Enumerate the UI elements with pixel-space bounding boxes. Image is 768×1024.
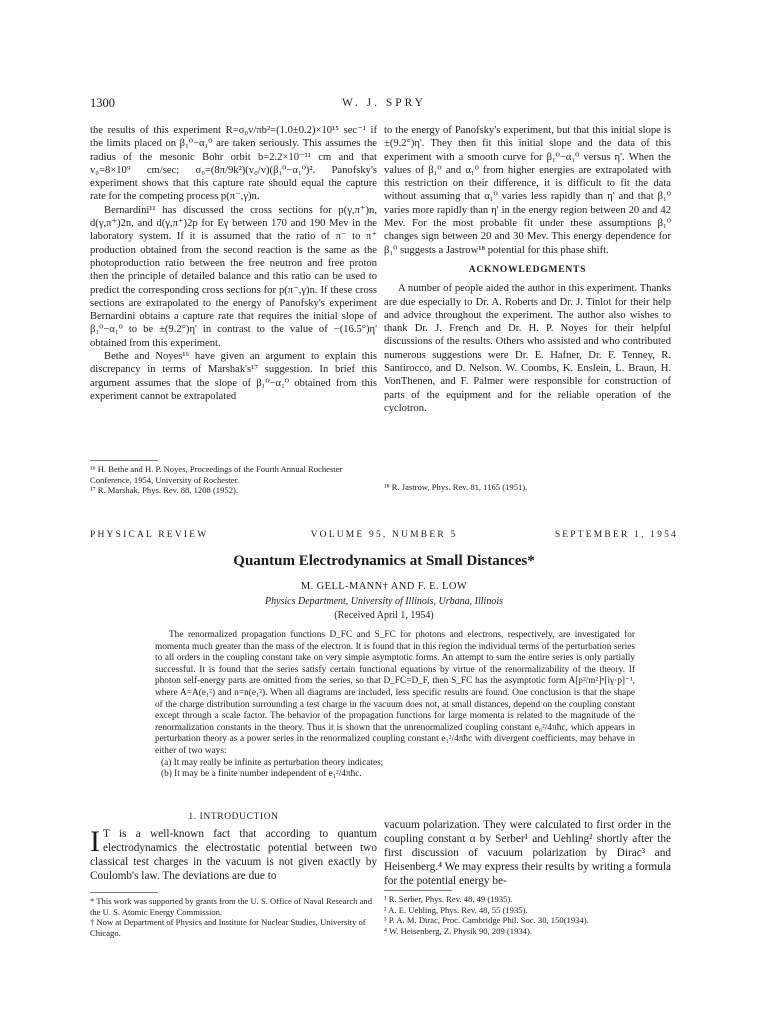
prev-article-footnotes-left xyxy=(90,460,377,496)
received-date: (Received April 1, 1954) xyxy=(334,610,434,621)
footnote-rule xyxy=(90,892,158,893)
acknowledgments-heading: ACKNOWLEDGMENTS xyxy=(468,264,587,275)
article-footnotes-left xyxy=(90,892,377,938)
footnote: ³ P. A. M. Dirac, Proc. Cambridge Phil. Soc. 30, 150(1934). xyxy=(384,915,589,926)
running-header xyxy=(90,96,678,112)
journal-name: PHYSICAL REVIEW xyxy=(90,530,209,540)
article-footnotes-right xyxy=(384,890,671,936)
intro-paragraph-left xyxy=(90,827,377,883)
prev-article-left-column xyxy=(90,124,377,403)
intro-left-column xyxy=(90,812,377,883)
footnote: * This work was supported by grants from the U. S. Office of Naval Research and the U. S. Atomic Energy Commission. xyxy=(90,896,373,917)
journal-date: SEPTEMBER 1, 1954 xyxy=(554,530,678,540)
footnote-rule xyxy=(90,460,158,461)
footnote: ¹⁷ R. Marshak, Phys. Rev. 88, 1208 (1952). xyxy=(90,485,238,496)
page-number: 1300 xyxy=(90,96,115,110)
journal-line xyxy=(90,530,678,544)
paragraph: to the energy of Panofsky's experiment, but that this initial slope is ±(9.2°)η'. They then fit this initial slope and the data of this experiment with a smooth curve for β₁⁰−α₁⁰ versus η'. When the values of β₁⁰ and α₁⁰ from higher energies are extrapolated with this restriction on their difference, it is difficult to fit the data without assuming that α₁⁰ varies less rapidly than η' and that β₁⁰ varies more rapidly than η' in the energy region between 20 and 42 Mev. For the most probable fit under these assumptions β₁⁰ changes sign between 20 and 30 Mev. This energy dependence for β₁⁰ suggests a Jastrow¹⁸ potential for this phase shift. xyxy=(384,125,671,256)
intro-text: T is a well-known fact that according to quantum electrodynamics the electrostatic potential between two classical test charges in the vacuum is not given exactly by Coulomb's law. The deviations are due to xyxy=(90,828,377,882)
acknowledgments-paragraph: A number of people aided the author in this experiment. Thanks are due especially to Dr. A. Roberts and Dr. J. Tinlot for their help and advice throughout the experiment. The author also wishes to thank Dr. J. French and Dr. H. P. Noyes for their helpful discussions of the results. Others who assisted and who contributed numerous suggestions were Dr. E. Hafner, Dr. F. Tenney, R. Santirocco, and D. Nelson. W. Coombs, K. Enslein, L. Braun, H. VonThenen, and F. Palmer were responsible for construction of parts of the equipment and for the reliable operation of the cyclotron. xyxy=(384,283,671,414)
footnote: ¹ R. Serber, Phys. Rev. 48, 49 (1935). xyxy=(384,894,513,904)
abstract-case-b: (b) It may be a finite number independent of e₁²/4πħc. xyxy=(161,769,362,780)
paragraph: Bernardini¹¹ has discussed the cross sections for p(γ,π⁺)n, d(γ,π⁺)2n, and d(γ,π⁺)2p for Eγ between 170 and 190 Mev in the laboratory system. If it is assumed that the ratio of π⁻ to π⁺ production obtained from the second reaction is the same as the photoproduction ratio between the free neutron and free proton then the principle of detailed balance and this ratio can be used to predict the corresponding cross sections for p(π⁻,γ)n. If these cross sections are extrapolated to the energy of Panofsky's experiment Bernardini obtains a capture rate that requires the initial slope of β₁⁰−α₁⁰ to be ±(9.2°)η' in contrast to the value of −(16.5°)η' obtained from this experiment. xyxy=(90,204,377,349)
paragraph: Bethe and Noyes¹⁶ have given an argument to explain this discrepancy in terms of Marshak's¹⁷ suggestion. In brief this argument assumes that the slope of β₁⁰−α₁⁰ obtained from this experiment cannot be extrapolated xyxy=(90,351,377,402)
intro-paragraph-right: vacuum polarization. They were calculated to first order in the coupling constant α by Serber¹ and Uehling² shortly after the first discussion of vacuum polarization by Dirac³ and Heisenberg.⁴ We may express their results by writing a formula for the potential energy be- xyxy=(384,819,671,887)
prev-article-right-column xyxy=(384,124,671,415)
article-authors: M. GELL-MANN† AND F. E. LOW xyxy=(300,581,468,592)
footnote: ¹⁸ R. Jastrow, Phys. Rev. 81, 1165 (1951). xyxy=(384,482,528,492)
abstract-text: The renormalized propagation functions D_FC and S_FC for photons and electrons, respectively, are investigated for momenta much greater than the mass of the electron. It is found that in this region the individual terms of the perturbation series to all orders in the coupling constant take on very simple asymptotic forms. An attempt to sum the entire series is only partially successful. It is found that the series satisfy certain functional equations by virtue of the renormalizability of the theory. If photon self-energy parts are omitted from the series, so that D_FC=D_F, then S_FC has the asymptotic form A[p²/m²]ⁿ[iγ·p]⁻¹, where A=A(e₁²) and n=n(e₁²). When all diagrams are included, less specific results are found. One conclusion is that the shape of the charge distribution surrounding a test charge in the vacuum does not, at small distances, depend on the coupling constant except through a scale factor. The behavior of the propagation functions for large momenta is related to the magnitude of the renormalization constants in the theory. Thus it is shown that the unrenormalized coupling constant e₀²/4πħc, which appears in perturbation theory as a power series in the renormalized coupling constant e₁²/4πħc with divergent coefficients, may behave in either of two ways: xyxy=(155,630,635,756)
running-author: W. J. SPRY xyxy=(342,97,426,109)
footnote-rule xyxy=(384,890,452,891)
intro-heading: 1. INTRODUCTION xyxy=(188,812,279,822)
prev-article-footnotes-right xyxy=(384,482,671,493)
article-affiliation: Physics Department, University of Illinois, Urbana, Illinois xyxy=(264,596,504,607)
paragraph: the results of this experiment R=σ₀v/πb²=(1.0±0.2)×10¹⁵ sec⁻¹ if the limits placed on β₁⁰−α₁⁰ are taken seriously. This assumes the radius of the mesonic Bohr orbit b=2.2×10⁻¹¹ cm and that v₀=8×10⁹ cm/sec; σ₀=(8π/9k²)(v₀/v)(β₁⁰−α₁⁰)². Panofsky's experiment shows that this capture rate should equal the capture rate for the competing process p(π⁻,γ)n. xyxy=(90,125,377,203)
abstract xyxy=(155,630,635,781)
footnote: ⁴ W. Heisenberg, Z. Physik 90, 209 (1934). xyxy=(384,925,532,936)
drop-cap: I xyxy=(90,825,100,858)
footnote: ² A. E. Uehling, Phys. Rev. 48, 55 (1935). xyxy=(384,904,528,915)
abstract-case-a: (a) It may really be infinite as perturbation theory indicates; xyxy=(161,757,384,768)
footnote: † Now at Department of Physics and Institute for Nuclear Studies, University of Chicago. xyxy=(90,917,366,938)
footnote: ¹⁶ H. Bethe and H. P. Noyes, Proceedings of the Fourth Annual Rochester Conference, 1954, University of Rochester. xyxy=(90,464,343,485)
journal-volume: VOLUME 95, NUMBER 5 xyxy=(310,530,458,540)
article-title: Quantum Electrodynamics at Small Distances* xyxy=(233,553,535,569)
